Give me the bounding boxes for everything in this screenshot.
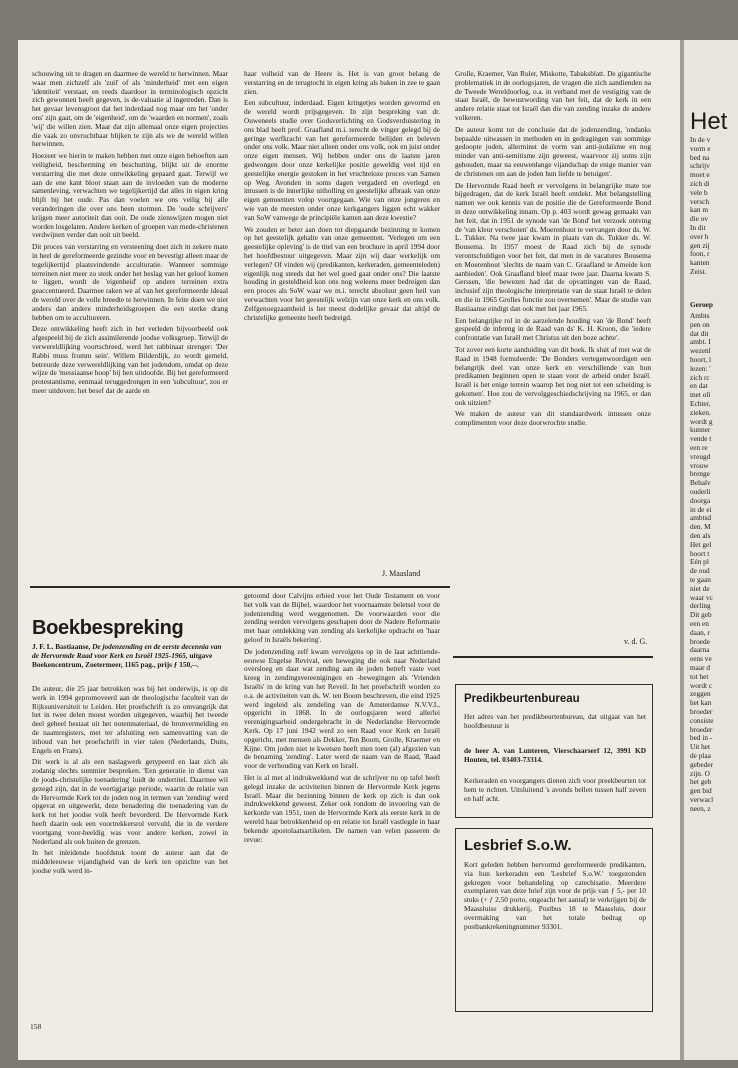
next-page-line: kunner xyxy=(690,425,711,435)
next-page-line: versch xyxy=(690,196,710,206)
next-page-line: zich rc xyxy=(690,372,710,382)
next-page-line: Ambts xyxy=(690,311,710,320)
next-page-line: een re xyxy=(690,443,708,452)
next-page-line: Eén pl xyxy=(690,557,709,567)
next-page-line: niet de xyxy=(690,583,710,593)
next-page-line: ambtsd xyxy=(690,513,712,523)
next-page-line: de plaa xyxy=(690,751,711,760)
next-page-line: zieken. xyxy=(690,407,711,417)
next-page-line: zeggen xyxy=(690,689,711,699)
book-reference xyxy=(32,643,228,669)
article-column-1 xyxy=(32,70,228,585)
next-page-line: vreugd xyxy=(690,451,711,461)
paragraph: De jodenzending zelf kwam vervolgens op in de laat achttiende-eeuwse Engelse Revival, een beweging die ook naar Nederland oversloeg en daar wat zending aan de joden betreft vaste voet kreeg in zendingsvereenigingen en -bewegingen als 'Vrienden Israëls' in de kring van het Reveil. In het proefschrift worden zo o.a. de activiteiten van ds. W. ten Boom beschreven, die eind 1925 werd ingeleid als zendeling van de Amsterdamse N.V.V.I., opgericht in 1868. In de oorlogsjaren werd allerlei verenigingsarbeid ondergebracht in de Nederlandse Hervormde Kerk. Op 17 juni 1942 werd zo een Raad voor Kerk en Israël opgericht, met mensen als Dekker, Ten Boom, Grolle, Kraemer en Kijne. Om joden niet te kwetsen heeft men toen (al) afgezien van de benaming 'zending'. Later werd de naam van de Raad, 'Raad voor de verhouding van Kerk en Israël. xyxy=(244,646,440,771)
next-page-line: den als xyxy=(690,531,711,540)
paragraph: We zouden er beter aan doen tot diepgaande bezinning te komen op het geestelijk gehalte van onze gemeenten. 'Verlegen om een geestelijke opleving' is de titel van een brochure in april 1994 door het hoofdbestuur uitgegeven. Maar zijn wij daar werkelijk om verlegen? Of vinden wij (predikanten, kerkeraden, gemeenteleden) eigenlijk nog steeds dat het wel goed gaat onder ons? Die laatste houding in gesteldheid kon ons nog weleens meer bedreigen dan een proces als SoW waar we m.i. terecht absoluut geen heil van verwachten voor het geestelijk welzijn van onze kerk en ons volk. Zelfgenoegzaamheid is het meest dodelijke gevaar dat altijd de christelijke gemeente heeft bedreigd. xyxy=(244,224,440,322)
next-page-line: In dit xyxy=(690,223,706,232)
next-page-line: een en xyxy=(690,619,709,628)
next-page-line: zijn. O xyxy=(690,768,710,778)
next-page-line: doorga xyxy=(690,495,711,505)
next-page-line: bed in - xyxy=(690,733,713,743)
paragraph: In het inleidende hoofdstuk toont de auteur aan dat de middeleeuwse vijandigheid van de kerk ten opzichte van het joodse volk werd in- xyxy=(32,848,228,875)
paragraph: haar volheid van de Heere is. Het is van groot belang de verstarring en de terugtocht in eigen kring als baken in zee te gaan zien. xyxy=(244,70,440,96)
paragraph: Deze ontwikkeling heeft zich in het verleden bijvoorbeeld ook afgespeeld bij de zich assimilerende joodse volksgroep. Terwijl de verwereldlijking voortschreed, werd het rabbinaat strenger: 'Der Rabbi muss fromm sein'. Willem Bilderdijk, zo wordt gemeld, betreurde deze verwereldlijking van het jodendom, omdat op deze wijze de 'messiaanse hoop' bij hen uitdoofde. Bij het gereformeerd protestantisme, eenmaal teruggedrongen in een 'subcultuur', zou er meer uitdoven: het besef dat de aarde en xyxy=(32,324,228,395)
next-page-line: die ov xyxy=(690,214,709,224)
next-page-line: In de v xyxy=(690,135,711,144)
next-page-line: maar d xyxy=(690,663,711,672)
next-page-line: pen on xyxy=(690,319,710,329)
next-page-title: Het xyxy=(690,108,728,135)
next-page-line: hoort t xyxy=(690,548,710,558)
next-page-line: Behalv xyxy=(690,478,711,488)
paragraph: Een belangrijke rol in de aarzelende houding van 'de Bond' heeft gespeeld de inbreng in de Raad van ds' K. H. Kroon, die 'iedere confrontatie van Israël met Christus uit den boze achtte'. xyxy=(455,315,651,343)
paragraph: Een subcultuur, inderdaad. Eigen kringetjes worden gevormd en de wereld wordt prijsgegeven. In zijn bespreking van dr. Ouweneels studie over Godsverlichting en Godsverduistering in ons blad heeft prof. Graafland m.i. terecht de vinger gelegd bij de geringe werfkracht van het gereformeerde belijden en beleven onder ons volk. Maar niet alleen onder ons volk, ook en juist onder onze eigen mensen. Wij hebben onder ons de laatste jaren gedwongen door onze kerkelijke positie geweldig veel tijd en geestelijke energie gestoken in het vruchteloze proces van Samen op Weg. Avonden in soms dagen vergaderd en overlegd en intussen is de innerlijke uitholling en geestelijke afbraak van onze eigen gemeenten volop voortgegaan. Wie van onze jongeren en wie van de meesten onder onze kerkgangers liggen echt wakker van SoW vanwege de principiële kanten aan deze kwestie? xyxy=(244,98,440,222)
next-page-line: kan m xyxy=(690,205,709,215)
review-heading: Boekbespreking xyxy=(32,617,184,639)
section-divider xyxy=(453,656,653,658)
next-page-line: met oli xyxy=(690,390,711,400)
next-page-line: neen, z xyxy=(690,803,711,813)
article-column-2 xyxy=(244,70,440,585)
next-page-line: ambt. I xyxy=(690,337,711,347)
next-page-line: verwacl xyxy=(690,795,714,804)
next-page-line: consiste xyxy=(690,715,714,725)
box-title: Lesbrief S.o.W. xyxy=(464,837,572,854)
next-page-line: vrouw xyxy=(690,460,709,470)
review-column-2 xyxy=(244,592,440,1016)
next-page-line: vende t xyxy=(690,434,712,444)
box-title: Predikbeurtenbureau xyxy=(464,693,580,705)
paragraph: Dit werk is al als een naslagwerk getypeerd en laat zich als zodanig slechts summier bespreken. 'Een generatie in dienst van de joods-christelijke toenadering' luidt de ondertitel. Daarmee wil gezegd zijn, dat in de veertigjarige periode, waarin de relatie van de Hervormde Kerk tot de joden nog in termen van 'zending' werd opgevat en uitgewerkt, deze benadering die toenadering van de kerk tot het joodse volk heeft bevorderd. De Hervormde Kerk heeft daarin ook een voortrekkersrol vervuld, die in de verdere voortgang voor-beeldig was voor andere kerken, zowel in Nederland als ook buiten de grenzen. xyxy=(32,757,228,846)
next-page-line: Uit het xyxy=(690,742,711,752)
book-publisher: uitgave Boekencentrum, Zoetermeer, 1165 pag., prijs ƒ 150,--. xyxy=(32,650,213,669)
next-page-line: brenge xyxy=(690,469,710,479)
review-column-1 xyxy=(32,685,228,1015)
next-page-line: de oud xyxy=(690,566,710,576)
article-column-3 xyxy=(455,70,651,644)
next-page-line: gebeder xyxy=(690,759,714,769)
next-page-line: te gaan xyxy=(690,575,711,584)
next-page-line: vorm e xyxy=(690,143,711,153)
next-page-line: zich di xyxy=(690,179,710,188)
paragraph: getoomd door Calvijns erbied voor het Oude Testament en voor het volk van de Bijbel, waardoor het voornaamste beletsel voor de jodenzending werd weggenomen. De voorwaarden voor die zending werden vervolgens geschapen door de Nadere Reformatie met haar ontdekking van zending als kerkelijke opdracht en 'haar geloof in Israëls bekering'. xyxy=(244,592,440,644)
box-text: Kerkeraden en voorgangers dienen zich voor preekbeurten tot hem te richten. Uitsluitend 's avonds bellen tussen half zeven en half acht. xyxy=(464,776,646,803)
next-page-line: schrijv xyxy=(690,161,710,171)
next-page-line: foon, r xyxy=(690,249,710,259)
next-page-line: derling xyxy=(690,601,711,611)
next-page-line: broeder xyxy=(690,707,713,716)
next-page-line: gen bid xyxy=(690,786,712,796)
page-number: 158 xyxy=(30,1022,42,1031)
paragraph: Tot zover een korte aanduiding van dit boek. Ik sluit af met wat de Raad in 1948 formuleerde: 'De Bonders vertegenwoordigen een belangrijk deel van onze kerk en verschillende van hun predikanten beginnen open te staan voor de arbeid onder Israël. Israël is het enige terrein waarop het nog niet tot een scheiding is gekomen'. Hoe zou de vervolggeschiedschrijving na 1965, er dan ook uitzien? xyxy=(455,344,651,407)
next-page-line: het geb xyxy=(690,777,712,787)
next-page-line: bed na xyxy=(690,152,710,162)
contact-address: de heer A. van Lunteren, Vierschaarserf 12, 3991 KD Houten, tel. 03403-73314. xyxy=(464,746,646,764)
paragraph: We maken de auteur van dit standaardwerk intussen onze complimenten voor deze doorwrochte studie. xyxy=(455,409,651,428)
next-page-line: broede xyxy=(690,636,710,646)
author-signature: J. Maasland xyxy=(382,569,421,578)
section-divider xyxy=(30,586,450,588)
paragraph: Dit proces van verstarring en versteening doet zich in zekere mate in heel de gereformeerde gezindte voor en bevestigt alleen maar de tegelijkertijd plaatsvindende acculturatie. Wanneer sommige terreinen niet meer zo sterk onder het beslag van het geloof komen te liggen, wordt de 'eigenheid' op andere terreinen extra geaccentueerd. Daarmee raken we af van het gereformeerde ideaal de wereld over de volle breedte te herwinnen. In feite doen we niet anders dan andere minderheidsgroepen die een sterke drang hebben om te accultureren. xyxy=(32,242,228,322)
next-page-line: wordt g xyxy=(690,416,713,426)
next-page-line: kanten xyxy=(690,258,710,268)
next-page-line: eens ve xyxy=(690,654,712,664)
next-page-subtitle: Geroep xyxy=(690,300,713,309)
paragraph: schouwing uit te dragen en daarmee de wereld te herwinnen. Maar waar men zichzelf als 'zuil' of als 'minderheid' met een eigen 'identiteit' verstaat, en reeds daardoor in terminologisch opzicht zich gewonnen heeft gegeven, is de-valuatie al ingetreden. Dan is het gevaar levensgroot dat het inderdaad nog maar om het 'onder ons' zijn gaat, om de 'eigenheid', om de 'waarden en normen', zoals 'wij' die willen zien. Maar dat zijn allemaal onze eigen projecties die vaak zo onvruchtbaar blijken te zijn als we de wereld willen herwinnen. xyxy=(32,70,228,149)
predikbeurtenbureau-box xyxy=(455,684,653,818)
next-page-line: lezen: ' xyxy=(690,363,711,373)
next-page-line: dat dit xyxy=(690,328,709,338)
next-page-line: waar vc xyxy=(690,592,713,602)
next-page-line: wordt c xyxy=(690,680,713,690)
next-page-line: hoort, l xyxy=(690,355,712,364)
next-page-line: broeder xyxy=(690,724,713,734)
paragraph: Grolle, Kraemer, Van Ruler, Miskotte, Tabaksblatt. De gigantische problematiek in de oorlogsjaren, de vragen die zich aandienden na de Tweede Wereldoorlog, o.a. in verband met de vestiging van de staat Israël, de bewustwording van het feit, dat de kerk in een andere relatie staat tot Israël dan die van zending inzake de andere volkeren. xyxy=(455,70,651,122)
next-page-line: Echter, xyxy=(690,399,711,408)
next-page-line: daan, r xyxy=(690,627,710,637)
next-page-line: het kan xyxy=(690,698,712,708)
next-page-line: gen zij xyxy=(690,240,710,250)
next-page-line: tot het xyxy=(690,671,709,681)
next-page-line: ouderli xyxy=(690,487,711,496)
next-page-line: wezenl xyxy=(690,346,711,356)
next-page-line: over h xyxy=(690,231,709,241)
paragraph: Het is al met al indrukwekkend wat de schrijver nu op tafel heeft gelegd inzake de activiteiten binnen de Hervormde Kerk jegens Israël. Maar die bezinning binnen de kerk op zich is dan ook indrukwekkend geweest. Zeker ook rondom de invoering van de kerkorde van 1951, toen de Hervormde Kerk als eerste kerk in de wereld haar betrokkenheid op en relatie tot Israël vastlegde in haar bekende apostolaatsartikelen. De namen van velen passeren de revue: xyxy=(244,772,440,844)
box-text: Kort geleden hebben hervormd gereformeerde predikanten, via hun kerkeraden een 'Lesbrief S.o.W.' toegezonden gekregen voor behandeling op catechisatie. Meerdere exemplaren van deze brief zijn voor de prijs van ƒ 5,- per 10 stuks (+ ƒ 2,50 porto, ongeacht het aantal) te verkrijgen bij de Maassluise drukkerij, Postbus 18 te Maassluis, door overmaking van het totale bedrag op postbankrekeningnummer 93301. xyxy=(464,860,646,931)
lesbrief-box xyxy=(455,828,653,1012)
next-page-line: Dit geb xyxy=(690,610,712,620)
next-page-line: en dat xyxy=(690,381,708,391)
next-page-line: in de ei xyxy=(690,504,712,514)
next-page-line: Het gel xyxy=(690,539,712,549)
next-page-line: den. M xyxy=(690,522,711,532)
book-author: J. F. L. Bastiaanse, xyxy=(32,642,91,651)
next-page-line: moet e xyxy=(690,170,710,180)
next-page-line: daarna xyxy=(690,645,710,655)
paragraph: De Hervormde Raad heeft er vervolgens in belangrijke mate toe bijgedragen, dat de kerk Israël heeft ontdekt. Met belangstelling namen we ook kennis van de positie die de Gereformeerde Bond in deze ontwikkeling innam. Op p. 403 wordt gewag gemaakt van het feit, dat in 1951 de synode van 'de Bond' het verzoek ontving de 'van kleur verschoten' ds. Moerenhout te vervangen door ds. W. L. Tukker. Na twee jaar kwam in plaats van ds. Tukker ds. W. Bousema. In 1957 moest de Raad zich bij de synode verontschuldigen voor het feit, dat men in de vacatures Bousema en Moerenhout 'slechts de naam van C. Graafland te Ameide kon aanbieden'. Ook Graafland bleef maar twee jaar. Daarna kwam S. Gerssen, 'die bewezen had dat de opvattingen van de Raad, inclusief zijn theologische interpretatie van de staat Israël te delen en die in 1965 Grolles functie zou overnemen'. Maar de studie van Bastiaanse eindigt dan ook met het jaar 1965. xyxy=(455,180,651,313)
next-page-line: vele b xyxy=(690,187,708,197)
paragraph: Hoezeer we hierin te maken hebben met onze eigen behoeften aan veiligheid, bescherming en beschutting, blijkt uit de enorme verstarring die met deze ontwikkeling gepaard gaat. Terwijl we aan de ene kant bloot staan aan de invloeden van de moderne samenleving, verwachten we tegelijkertijd dat alles in eigen kring blijft bij het oude. Pas dan voelen we ons veilig bij alle veranderingen die over ons heen stormen. De 'oude schrijvers' krijgen meer autoriteit dan ooit. De oude zienswijzen mogen niet worden losgelaten. Andere kerken of groepen van mede-christenen verdwijnen verder dan ooit uit beeld. xyxy=(32,151,228,240)
paragraph: De auteur komt tot de conclusie dat de jodenzending, 'ondanks bepaalde uitwassen in methoden en in gedragingen van sommige gedoopte joden, allerminst de vorm van anti-judaïsme en nog minder van anti-semitisme zijn geweest, waarvoor zij soms zijn gehouden, maar na eeuwenlange vijandschap de enige manier van de christenen om aan de joden hun liefde te betuigen'. xyxy=(455,124,651,178)
box-text: Het adres van het predikbeurtenbureau, dat uitgaat van het hoofdbestuur is xyxy=(464,712,646,730)
paragraph: De auteur, die 25 jaar betrokken was bij het onderwijs, is op dit werk in 1994 gepromoveerd aan de theologische faculteit van de Rijksuniversiteit te Leiden. Het proefschrift is zo omvangrijk dat het in twee delen moest worden uitgegeven, waarbij het tweede deel geheel bestaat uit het notenmateriaal, de bronvermelding en de naamregisters, met ter afsluiting een samenvatting van de inhoud van het proefschrift in vier talen (Nederlands, Duits, Engels en Frans). xyxy=(32,685,228,755)
next-page-line: Zeist. xyxy=(690,267,707,276)
reviewer-signature: v. d. G. xyxy=(624,637,648,646)
book-title: De jodenzending en de eerste decennia van de Hervormde Raad voor Kerk en Israël 1925-1965, xyxy=(32,642,222,660)
